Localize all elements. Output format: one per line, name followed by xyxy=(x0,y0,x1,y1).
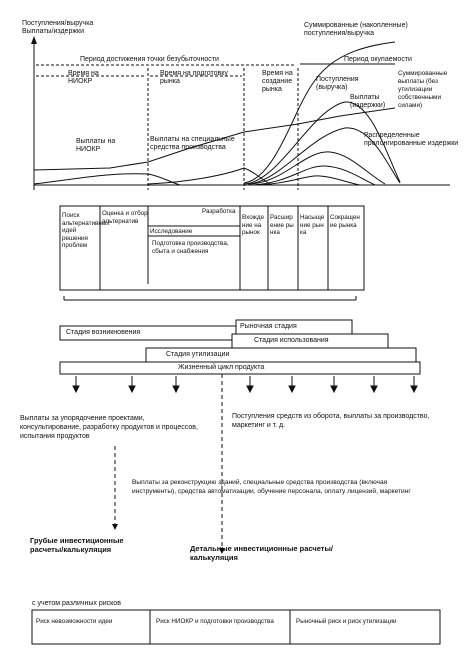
risk-title: с учетом различных рисков xyxy=(32,600,121,607)
equipment-payments-label: Выплаты на специальные средства производства xyxy=(150,136,235,151)
y-axis-label-revenue: Поступления/выручка xyxy=(22,20,94,27)
distributed-cost-curve-1 xyxy=(250,152,385,184)
risk-table xyxy=(32,610,440,644)
life-cycle-arrows xyxy=(73,376,417,392)
rough-calc-label: Грубые инвестиционные расчеты/калькуляция xyxy=(30,536,124,554)
risk-rnd: Риск НИОКР и подготовки производства xyxy=(156,618,274,625)
costs-label: Выплаты (издержки) xyxy=(350,94,386,109)
note-left: Выплаты за упорядочение проектами, консультирование, разработку продуктов и процессов, испытания продуктов xyxy=(20,415,198,440)
y-axis-arrow xyxy=(31,36,37,44)
stage-utilization-label: Стадия утилизации xyxy=(166,351,230,358)
phase-market-entry: Вхождение на рынок xyxy=(242,214,265,236)
cum-payments-label: Суммированные выплаты (без утилизации собственными силами) xyxy=(398,70,448,109)
detailed-calc-label: Детальные инвестиционные расчеты/калькуляция xyxy=(190,544,333,562)
life-cycle-label: Жизненный цикл продукта xyxy=(178,364,265,371)
revenue-label: Поступления (выручка) xyxy=(316,76,359,91)
y-axis-label-costs: Выплаты/издержки xyxy=(22,28,84,35)
stage-emergence-label: Стадия возникновения xyxy=(66,329,141,336)
risk-idea: Риск невозможности идеи xyxy=(36,618,113,625)
phase-search-ideas: Поиск альтернативных идей решения проблем xyxy=(62,212,110,249)
phase-market-decline: Сокращение рынка xyxy=(330,214,360,229)
note-middle: Выплаты за реконструкцию зданий, специальные средства производства (включая инструменты), средства автоматизации, обучение персонала, оплату лицензий, маркетинг xyxy=(132,479,411,495)
risk-market: Рыночный риск и риск утилизации xyxy=(296,618,397,625)
time-create-label: Время на создание рынка xyxy=(262,70,293,93)
distributed-cost-curve-2 xyxy=(252,166,375,185)
distributed-costs-label: Распределенные пролонгированные издержки xyxy=(364,132,459,147)
phase-preparation: Подготовка производства, сбыта и снабжения xyxy=(152,240,229,255)
time-rnd-label: Время на НИОКР xyxy=(68,70,99,85)
phase-research: Исследование xyxy=(150,228,193,235)
stage-market-label: Рыночная стадия xyxy=(240,323,297,330)
rnd-payments-label: Выплаты на НИОКР xyxy=(76,138,116,153)
payback-period-label: Период окупаемости xyxy=(344,56,412,63)
note-right: Поступления средств из оборота, выплаты за производство, маркетинг и т. д. xyxy=(232,413,430,429)
cum-revenue-label: Суммированные (накопленные) поступления/выручка xyxy=(304,22,408,37)
equipment-payments-curve xyxy=(148,168,272,185)
phase-market-expansion: Расширение рынка xyxy=(270,214,294,236)
time-prep-label: Время на подготовку рынка xyxy=(160,70,228,85)
phase-evaluation: Оценка и отбор альтернатив xyxy=(102,210,148,225)
phase-market-saturation: Насыщение рынка xyxy=(300,214,325,236)
breakeven-period-label: Период достижения точки безубыточности xyxy=(80,56,219,63)
distributed-cost-curve-3 xyxy=(255,176,360,185)
phase-development: Разработка xyxy=(202,208,236,215)
stage-usage-label: Стадия использования xyxy=(254,337,329,344)
